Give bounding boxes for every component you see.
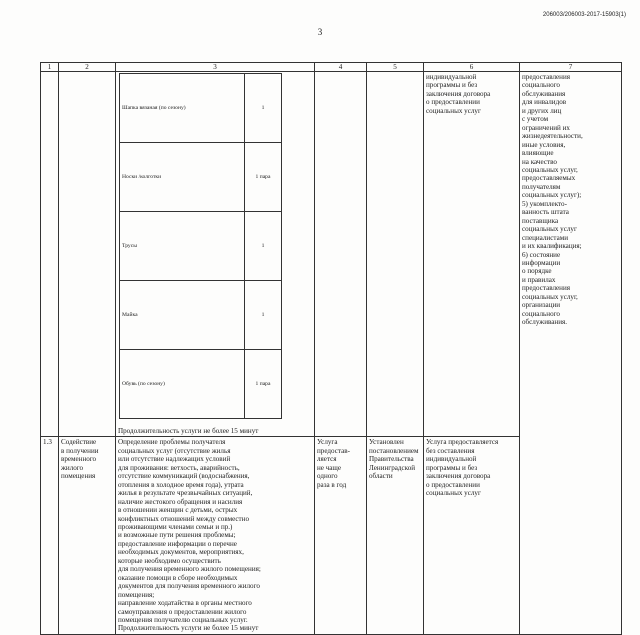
text-line: поставщика — [522, 216, 559, 225]
text-line: одного — [317, 472, 338, 481]
clothing-row — [120, 143, 282, 212]
text-line: обслуживания. — [522, 318, 568, 327]
text-line: организации — [522, 301, 561, 310]
text-line: которые необходимо осуществить — [118, 556, 221, 565]
text-line: в получении — [61, 446, 99, 455]
service-name-cell — [59, 437, 116, 634]
column-number: 2 — [59, 63, 116, 72]
text-line: Ленинградской — [369, 463, 416, 472]
clothing-quantity: 1 — [245, 212, 282, 281]
text-line: жилого — [61, 463, 84, 472]
text-line: Услуга предоставляется — [426, 438, 499, 447]
text-line: и возможные пути решения проблемы; — [118, 531, 236, 540]
text-line: и других лиц — [522, 106, 562, 115]
text-line: не чаще — [317, 463, 342, 472]
quality-indicators-cell — [520, 72, 622, 635]
frequency-cell — [315, 72, 367, 437]
text-line: заключения договора — [426, 89, 491, 98]
column-number: 4 — [315, 63, 367, 72]
text-line: временного — [61, 455, 97, 464]
text-line: социальных услуг — [522, 225, 577, 234]
text-line: для проживания: ветхость, аварийность, — [118, 463, 240, 472]
clothing-quantity: 1 пара — [245, 350, 282, 419]
clothing-quantity: 1 пара — [245, 143, 282, 212]
page-number: 3 — [317, 27, 323, 37]
column-number-row — [41, 63, 622, 72]
clothing-row — [120, 212, 282, 281]
text-line: помещения получателю социальных услуг. — [118, 615, 248, 624]
column-number: 5 — [367, 63, 424, 72]
text-line: обслуживания — [522, 89, 566, 98]
text-line: предоставления — [522, 284, 571, 293]
clothing-row — [120, 281, 282, 350]
table-row — [41, 72, 622, 437]
text-line: социального — [522, 81, 560, 90]
text-line: отсутствие коммуникаций (водоснабжения, — [118, 472, 250, 481]
text-line: помещения — [61, 472, 96, 481]
clothing-item: Шапка вязаная (по сезону) — [120, 74, 245, 143]
text-line: жилья в результате чрезвычайных ситуаций, — [118, 489, 253, 498]
service-description-cell — [116, 437, 315, 634]
text-line: документов для получения временного жилого — [118, 582, 260, 591]
text-line: заключения договора — [426, 472, 491, 481]
column-number: 7 — [520, 63, 622, 72]
text-line: программы и без — [426, 463, 478, 472]
text-line: самоуправления о предоставлении жилого — [118, 607, 247, 616]
text-line: направление ходатайства в органы местного — [118, 599, 252, 608]
clothing-quantity: 1 — [245, 281, 282, 350]
tariff-cell — [367, 72, 424, 437]
text-line: Определение проблемы получателя — [118, 438, 226, 447]
text-line: с учетом — [522, 115, 549, 124]
text-line: ванность штата — [522, 208, 569, 217]
text-line: 6) состояние — [522, 250, 561, 259]
text-line: проживающими членами семьи и пр.) — [118, 522, 233, 531]
text-line: для получения временного жилого помещения; — [118, 565, 261, 574]
text-line: социальных услуг (отсутствие жилья — [118, 446, 231, 455]
text-line: предостав- — [317, 446, 350, 455]
text-line: постановлением — [369, 446, 419, 455]
clothing-item: Трусы — [120, 212, 245, 281]
service-duration: Продолжительность услуги не более 15 минут — [118, 427, 259, 435]
text-line: для инвалидов — [522, 98, 567, 107]
text-line: и их квалификация; — [522, 242, 582, 251]
text-line: о предоставлении — [426, 98, 480, 107]
text-line: Услуга — [317, 438, 338, 447]
text-line: оказание помощи в сборе необходимых — [118, 573, 238, 582]
text-line: получателям — [522, 182, 561, 191]
row-number-cell — [41, 72, 59, 437]
text-line: 5) укомплекто- — [522, 199, 567, 208]
text-line: Правительства — [369, 455, 414, 464]
text-line: ограничений их — [522, 123, 570, 132]
text-line: жизнедеятельности, — [522, 132, 583, 141]
text-line: Продолжительность услуги не более 15 минут — [118, 624, 259, 633]
text-line: о предоставлении — [426, 480, 480, 489]
text-line: социальных услуг — [426, 106, 481, 115]
column-number: 3 — [116, 63, 315, 72]
text-line: социального — [522, 309, 560, 318]
text-line: в отношении женщин с детьми, острых — [118, 506, 238, 515]
clothing-item: Обувь (по сезону) — [120, 350, 245, 419]
text-line: наличие жестокого обращения и насилия — [118, 497, 243, 506]
text-line: специалистами — [522, 233, 569, 242]
text-line: влияющие — [522, 149, 554, 158]
text-line: индивидуальной — [426, 455, 477, 464]
column-number: 6 — [424, 63, 520, 72]
text-line: отопления в холодное время года), утрата — [118, 480, 244, 489]
tariff-cell — [367, 437, 424, 634]
text-line: предоставление информации о перечне — [118, 539, 237, 548]
row-number-cell: 1.3 — [41, 437, 59, 634]
text-line: информации — [522, 258, 561, 267]
text-line: о порядке — [522, 267, 552, 276]
text-line: на качество — [522, 157, 557, 166]
text-line: конфликтных отношений между совместно — [118, 514, 249, 523]
text-line: социальных услуг — [426, 489, 481, 498]
text-line: области — [369, 472, 393, 481]
services-table — [40, 62, 622, 635]
conditions-cell — [424, 437, 520, 634]
service-description-cell — [116, 72, 315, 437]
text-line: необходимых документов, мероприятиях, — [118, 548, 244, 557]
text-line: социальных услуг, — [522, 292, 578, 301]
text-line: иные условия, — [522, 140, 566, 149]
text-line: индивидуальной — [426, 73, 477, 81]
frequency-cell — [315, 437, 367, 634]
text-line: ляется — [317, 455, 337, 464]
clothing-item: Носки /колготки — [120, 143, 245, 212]
service-name-cell — [59, 72, 116, 437]
column-number: 1 — [41, 63, 59, 72]
text-line: социальных услуг); — [522, 191, 582, 200]
text-line: Установлен — [369, 438, 404, 447]
text-line: предоставления — [522, 73, 571, 81]
clothing-quantity: 1 — [245, 74, 282, 143]
text-line: раза в год — [317, 480, 347, 489]
conditions-cell — [424, 72, 520, 437]
text-line: предоставляемых — [522, 174, 576, 183]
document-id: 206003/206003-2017-15903(1) — [542, 12, 626, 18]
clothing-item: Майка — [120, 281, 245, 350]
text-line: Содействие — [61, 438, 97, 447]
text-line: без составления — [426, 446, 475, 455]
clothing-table — [119, 73, 282, 419]
text-line: помещения; — [118, 590, 155, 599]
text-line: или отсутствие надлежащих условий — [118, 455, 231, 464]
clothing-row — [120, 350, 282, 419]
text-line: социальных услуг, — [522, 165, 578, 174]
text-line: и правилах — [522, 275, 556, 284]
clothing-row — [120, 74, 282, 143]
text-line: программы и без — [426, 81, 478, 90]
